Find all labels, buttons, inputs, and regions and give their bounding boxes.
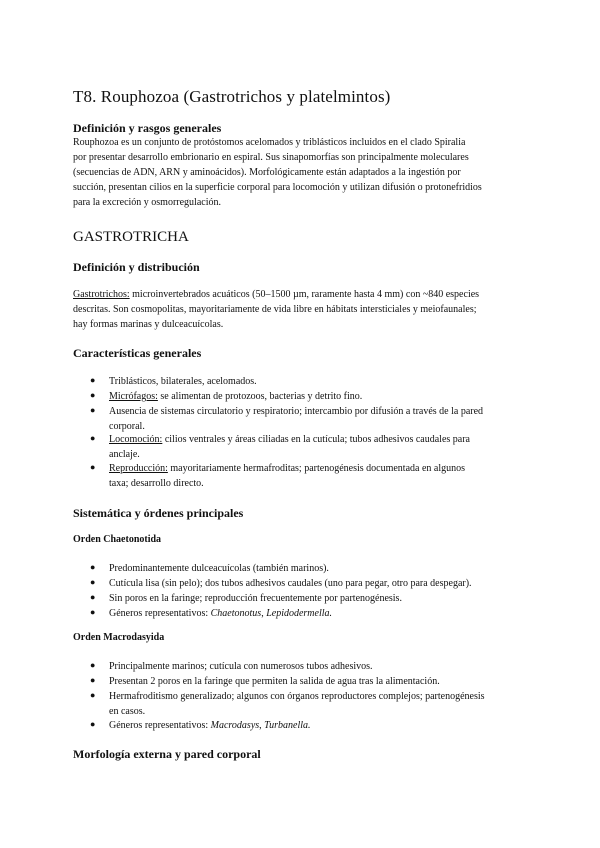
list-item: Predominantemente dulceacuícolas (también marinos). [109, 563, 329, 574]
page-title: T8. Rouphozoa (Gastrotrichos y platelmintos) [73, 87, 391, 106]
list-item: Ausencia de sistemas circulatorio y respiratorio; intercambio por difusión a través de la pared [109, 406, 484, 417]
bullet-icon: ● [90, 562, 96, 572]
term-gastrotrichos: Gastrotrichos: [73, 289, 130, 300]
list-item: Reproducción: mayoritariamente hermafroditas; partenogénesis documentada en algunos [109, 463, 465, 474]
genus-name: Macrodasys [210, 720, 260, 731]
bullet-icon: ● [90, 690, 96, 700]
paragraph-line: para la excreción y osmorregulación. [73, 197, 221, 208]
paragraph-line: Rouphozoa es un conjunto de protóstomos acelomados y triblásticos incluidos en el clado Spiralia [73, 137, 466, 148]
bullet-icon: ● [90, 390, 96, 400]
bullet-icon: ● [90, 577, 96, 587]
list-item: Cutícula lisa (sin pelo); dos tubos adhesivos caudales (uno para pegar, otro para despegar). [109, 578, 472, 589]
paragraph-line: succión, presentan cilios en la superficie corporal para locomoción y utilizan difusión o protonefridios [73, 182, 482, 193]
list-item: Micrófagos: se alimentan de protozoos, bacterias y detrito fino. [109, 391, 363, 402]
list-item: Géneros representativos: Chaetonotus, Lepidodermella. [109, 608, 333, 619]
section-heading-definicion: Definición y rasgos generales [73, 121, 222, 135]
bullet-icon: ● [90, 375, 96, 385]
genus-name: Lepidodermella. [266, 608, 333, 619]
order-heading-chaetonotida: Orden Chaetonotida [73, 534, 162, 545]
list-item: Presentan 2 poros en la faringe que permiten la salida de agua tras la alimentación. [109, 676, 440, 687]
list-item-continuation: corporal. [109, 421, 145, 432]
paragraph-line: Gastrotrichos: microinvertebrados acuáticos (50–1500 µm, raramente hasta 4 mm) con ~840 especies [73, 289, 480, 300]
genus-name: Chaetonotus [210, 608, 262, 619]
term-locomocion: Locomoción: [109, 434, 163, 445]
bullet-icon: ● [90, 675, 96, 685]
list-item: Géneros representativos: Macrodasys, Turbanella. [109, 720, 311, 731]
list-item: Principalmente marinos; cutícula con numerosos tubos adhesivos. [109, 661, 373, 672]
bullet-icon: ● [90, 607, 96, 617]
list-item-continuation: taxa; desarrollo directo. [109, 478, 204, 489]
bullet-icon: ● [90, 433, 96, 443]
genus-name: Turbanella. [264, 720, 311, 731]
bullet-icon: ● [90, 719, 96, 729]
bullet-icon: ● [90, 660, 96, 670]
list-item: Hermafroditismo generalizado; algunos con órganos reproductores complejos; partenogénesis [109, 691, 485, 702]
bullet-icon: ● [90, 462, 96, 472]
subsection-heading-morfologia: Morfología externa y pared corporal [73, 747, 261, 761]
paragraph-line: hay formas marinas y dulceacuícolas. [73, 319, 224, 330]
list-item: Triblásticos, bilaterales, acelomados. [109, 376, 257, 387]
list-item-continuation: anclaje. [109, 449, 140, 460]
subsection-heading-caracteristicas: Características generales [73, 346, 202, 360]
term-reproduccion: Reproducción: [109, 463, 168, 474]
list-item: Sin poros en la faringe; reproducción frecuentemente por partenogénesis. [109, 593, 402, 604]
list-item-continuation: en casos. [109, 706, 146, 717]
bullet-icon: ● [90, 405, 96, 415]
paragraph-line: (secuencias de ADN, ARN y aminoácidos). Morfológicamente están adaptados a la ingestión por [73, 167, 461, 178]
subsection-heading-sistematica: Sistemática y órdenes principales [73, 506, 244, 520]
order-heading-macrodasyida: Orden Macrodasyida [73, 632, 165, 643]
subsection-heading-definicion-distribucion: Definición y distribución [73, 260, 200, 274]
paragraph-line: descritas. Son cosmopolitas, mayoritariamente de vida libre en hábitats intersticiales y meiofaunales; [73, 304, 477, 315]
paragraph-line: por presentar desarrollo embrionario en espiral. Sus sinapomorfías son principalmente moleculares [73, 152, 469, 163]
list-item: Locomoción: cilios ventrales y áreas ciliadas en la cutícula; tubos adhesivos caudales para [109, 434, 470, 445]
section-heading-gastrotricha: GASTROTRICHA [73, 229, 189, 245]
bullet-icon: ● [90, 592, 96, 602]
term-microfagos: Micrófagos: [109, 391, 158, 402]
